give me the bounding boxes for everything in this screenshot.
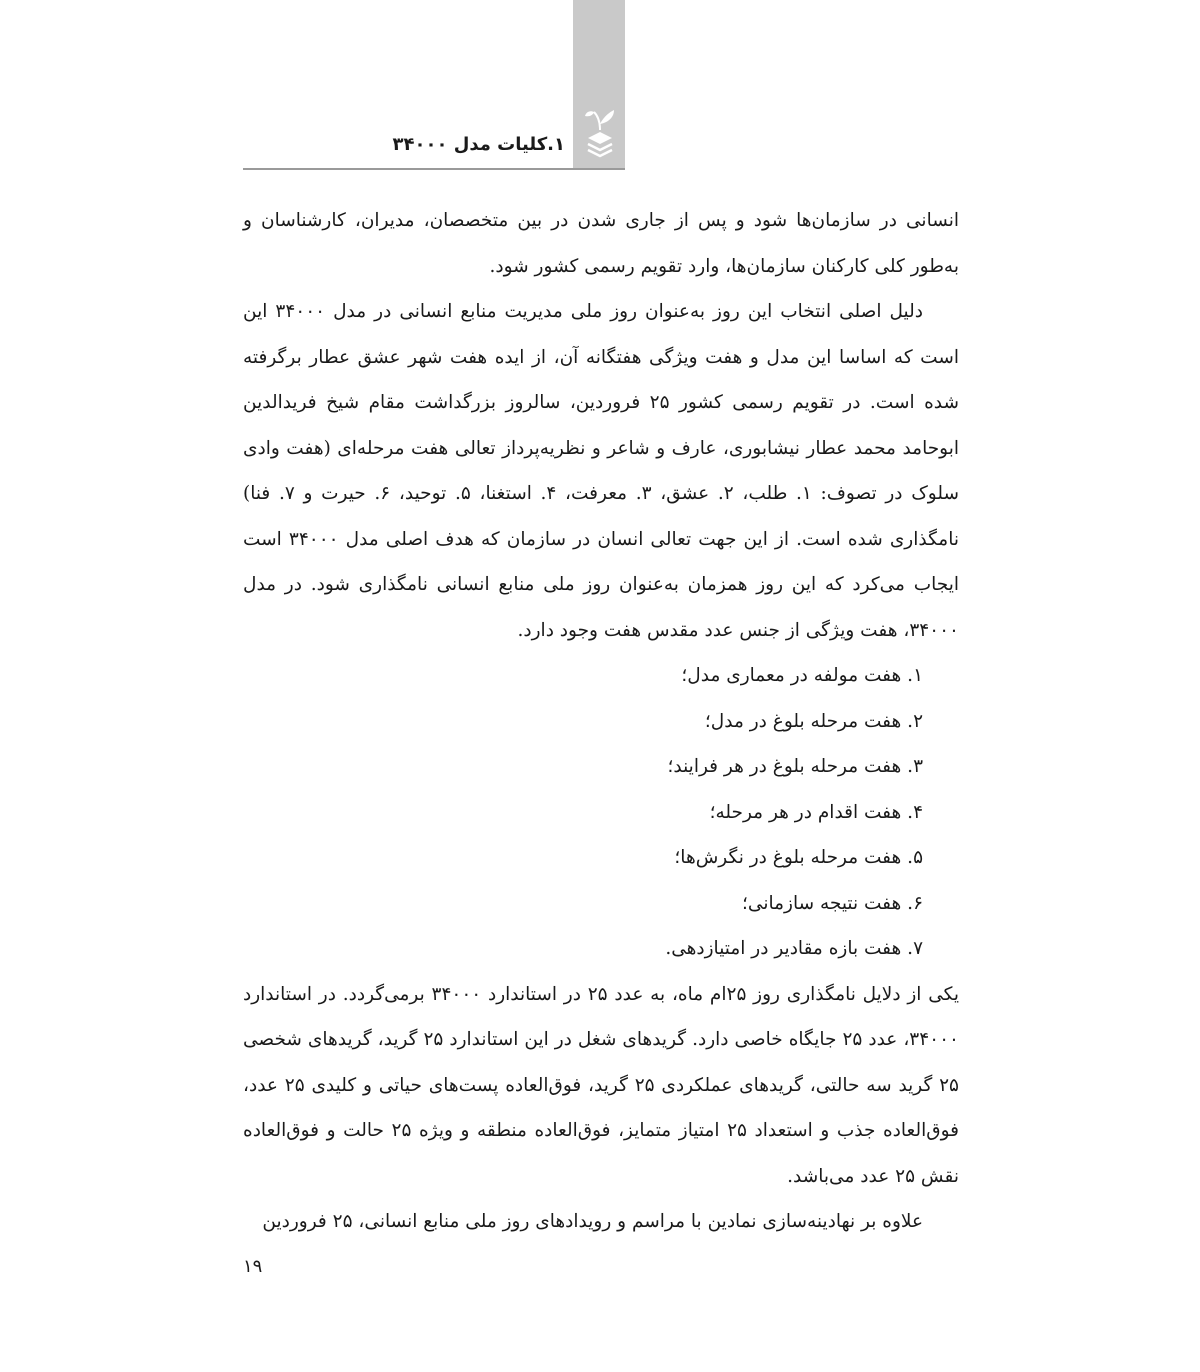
header-divider: [243, 168, 625, 170]
plant-on-books-icon: [580, 100, 620, 162]
seven-features-list: [243, 653, 959, 972]
paragraph-4: علاوه بر نهادینه‌سازی نمادین با مراسم و رویدادهای روز ملی منابع انسانی، ۲۵ فروردین: [262, 1211, 923, 1232]
list-item: ۶. هفت نتیجه سازمانی؛: [742, 892, 923, 914]
page-body: [243, 198, 959, 1245]
running-head: ۱.کلیات مدل ۳۴۰۰۰: [392, 134, 565, 155]
list-item: ۷. هفت بازه مقادیر در امتیازدهی.: [665, 938, 923, 959]
page-number: ۱۹: [243, 1256, 263, 1277]
list-item: ۲. هفت مرحله بلوغ در مدل؛: [704, 710, 923, 732]
list-item: ۴. هفت اقدام در هر مرحله؛: [709, 801, 923, 823]
list-item: ۵. هفت مرحله بلوغ در نگرش‌ها؛: [674, 847, 923, 868]
paragraph-3: یکی از دلایل نامگذاری روز ۲۵ام ماه، به عدد ۲۵ در استاندارد ۳۴۰۰۰ برمی‌گردد. در استاندارد ۳۴۰۰۰، عدد ۲۵ جایگاه خاصی دارد. گریدهای شغل در این استاندارد ۲۵ گرید، گریدهای شخصی ۲۵ گرید سه حالتی، گریدهای عملکردی ۲۵ گرید، فوق‌العاده پست‌های حیاتی و کلیدی ۲۵ عدد، فوق‌العاده جذب و استعداد ۲۵ امتیاز متمایز، فوق‌العاده منطقه و ویژه ۲۵ حالت و فوق‌العاده نقش ۲۵ عدد می‌باشد.: [243, 983, 959, 1187]
paragraph-2: دلیل اصلی انتخاب این روز به‌عنوان روز ملی مدیریت منابع انسانی در مدل ۳۴۰۰۰ این است که اساسا این مدل و هفت ویژگی هفتگانه آن، از ایده هفت شهر عشق عطار برگرفته شده است. در تقویم رسمی کشور ۲۵ فروردین، سالروز بزرگداشت مقام شیخ فریدالدین ابوحامد محمد عطار نیشابوری، عارف و شاعر و نظریه‌پرداز تعالی هفت مرحله‌ای (هفت وادی سلوک در تصوف: ۱. طلب، ۲. عشق، ۳. معرفت، ۴. استغنا، ۵. توحید، ۶. حیرت و ۷. فنا) نامگذاری شده است. از این جهت تعالی انسان در سازمان که هدف اصلی مدل ۳۴۰۰۰ است ایجاب می‌کرد که این روز همزمان به‌عنوان روز ملی منابع انسانی نامگذاری شود. در مدل ۳۴۰۰۰، هفت ویژگی از جنس عدد مقدس هفت وجود دارد.: [243, 301, 960, 641]
paragraph-1: انسانی در سازمان‌ها شود و پس از جاری شدن در بین متخصصان، مدیران، کارشناسان و به‌طور کلی کارکنان سازمان‌ها، وارد تقویم رسمی کشور شود.: [243, 210, 959, 277]
list-item: ۱. هفت مولفه در معماری مدل؛: [681, 665, 923, 686]
list-item: ۳. هفت مرحله بلوغ در هر فرایند؛: [667, 756, 923, 777]
